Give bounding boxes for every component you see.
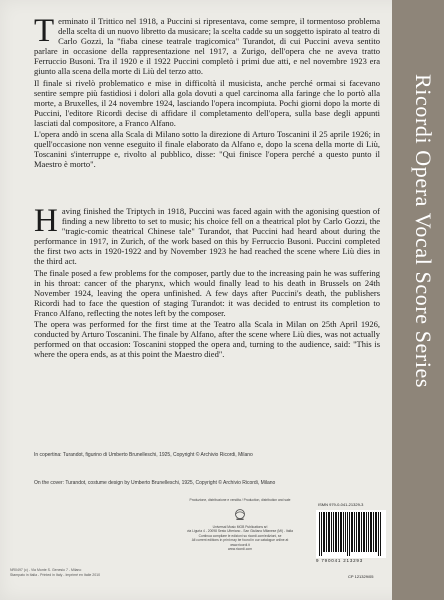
printer-info [10,568,130,577]
credits-english: On the cover: Turandot, costume design by Umberto Brunelleschi, 1925, Copyright © Archivio Ricordi, Milano [34,480,276,486]
publisher-website-it[interactable]: www.ricordi.it [230,542,250,547]
publisher-website-com[interactable]: www.ricordi.com [228,547,252,551]
english-paragraph-3: The opera was performed for the first time at the Teatro alla Scala in Milan on 25th April 1926, conducted by Arturo Toscanini. The finale by Alfano, after the scene where Liù dies, was not actually performed on that occasion: Toscanini stopped the opera and, turning to the audience, said: "This is where the opera ends, as at this point the Maestro died". [34,319,380,360]
printer-line-1: NR0497 (c) - Via Monte S. Genesio 7 - Milano [10,568,82,572]
italian-paragraph-3: L'opera andò in scena alla Scala di Milano sotto la direzione di Arturo Toscanini il 25 aprile 1926; in quell'occasione non venne eseguito il finale elaborato da Alfano e, dopo la scena della morte di Liù, Toscanini s'interruppe e, rivolto al pubblico, disse: "Qui finisce l'opera perché a questo punto il Maestro è morto". [34,129,380,170]
publisher-info [180,498,300,552]
english-dropcap: H [34,203,58,239]
catalog-code: CP 121329/05 [348,574,374,579]
publisher-line-1: Produzione, distribuzione e vendita / Production, distribution and sale [189,498,291,502]
series-title: Ricordi Opera Vocal Score Series [411,74,436,389]
italian-paragraph-1: erminato il Trittico nel 1918, a Puccini si ripresentava, come sempre, il tormentoso problema della scelta di un nuovo libretto da musicare; la scelta cadde su un soggetto ispirato al teatro di Carlo Gozzi, la "fiaba cinese teatrale tragicomica" Turandot, di cui Puccini aveva sentito parlare in occasione della rappresentazione nel 1917, a Zurigo, dell'opera che ne aveva tratto Ferruccio Busoni. Tra il 1920 e il 1922 Puccini completò i primi due atti, e nel novembre 1923 era giunto alla scena della morte di Liù del terzo atto. [34,16,380,77]
publisher-line-3: via Liguria 4 - 20098 Sesto Ulteriano - San Giuliano Milanese (MI) - Italia [187,529,293,533]
barcode-digits: 9 790041 213293 [316,558,364,563]
italian-dropcap: T [34,13,55,49]
publisher-line-4: Continua compilare le edizioni su ricordi.com/edizioni, se [198,533,282,538]
publisher-line-2: Universal Music MGB Publications srl [212,524,268,529]
italian-paragraph-2: Il finale si rivelò problematico e mise in difficoltà il musicista, anche perché ormai si facevano sentire sempre più fastidiosi i dolori alla gola dovuti a quel carcinoma alla faringe che lo portò alla morte, a Bruxelles, il 24 novembre 1924, lasciando l'opera incompiuta. Pochi giorni dopo la morte di Puccini, l'editore Ricordi decise di affidare il completamento dell'opera, sulla base degli appunti lasciati dal compositore, a Franco Alfano. [34,77,380,128]
english-paragraph-1: aving finished the Triptych in 1918, Puccini was faced again with the agonising question of finding a new libretto to set to music; his choice fell on a theatrical plot by Carlo Gozzi, the "tragic-comic theatrical Chinese tale" Turandot, that Puccini had heard about during the performance in 1917, in Zurich, of the work based on this by Ferruccio Busoni. Puccini completed the first two acts in 1920-1922 and by November 1923 he had reached the scene where Liù dies in the third act. [34,206,380,267]
publisher-line-5: All current editions in print may be found in our catalogue online at [191,538,289,542]
barcode-icon [316,510,386,558]
universal-music-logo-icon [231,508,249,522]
printer-line-2: Stampato in Italia - Printed in Italy - Imprimé en Italie 2010 [10,572,101,577]
ismn-label: ISMN 979-0-041-21329-3 [318,502,364,507]
credits-italian: In copertina: Turandot, figurino di Umberto Brunelleschi, 1925, Copyright © Archivio Ricordi, Milano [34,452,253,458]
spine-band [392,0,444,600]
italian-text [34,13,380,170]
english-paragraph-2: The finale posed a few problems for the composer, partly due to the increasing pain he was suffering in his throat: cancer of the pharynx, which would finally lead to his death in Brussels on 24th November 1924, leaving the opera unfinished. A few days after Puccini's death, the publishers Ricordi had to face the question of staging Turandot: it was decided to entrust its completion to Franco Alfano, reflecting the notes left by the composer. [34,267,380,318]
english-text [34,203,380,360]
